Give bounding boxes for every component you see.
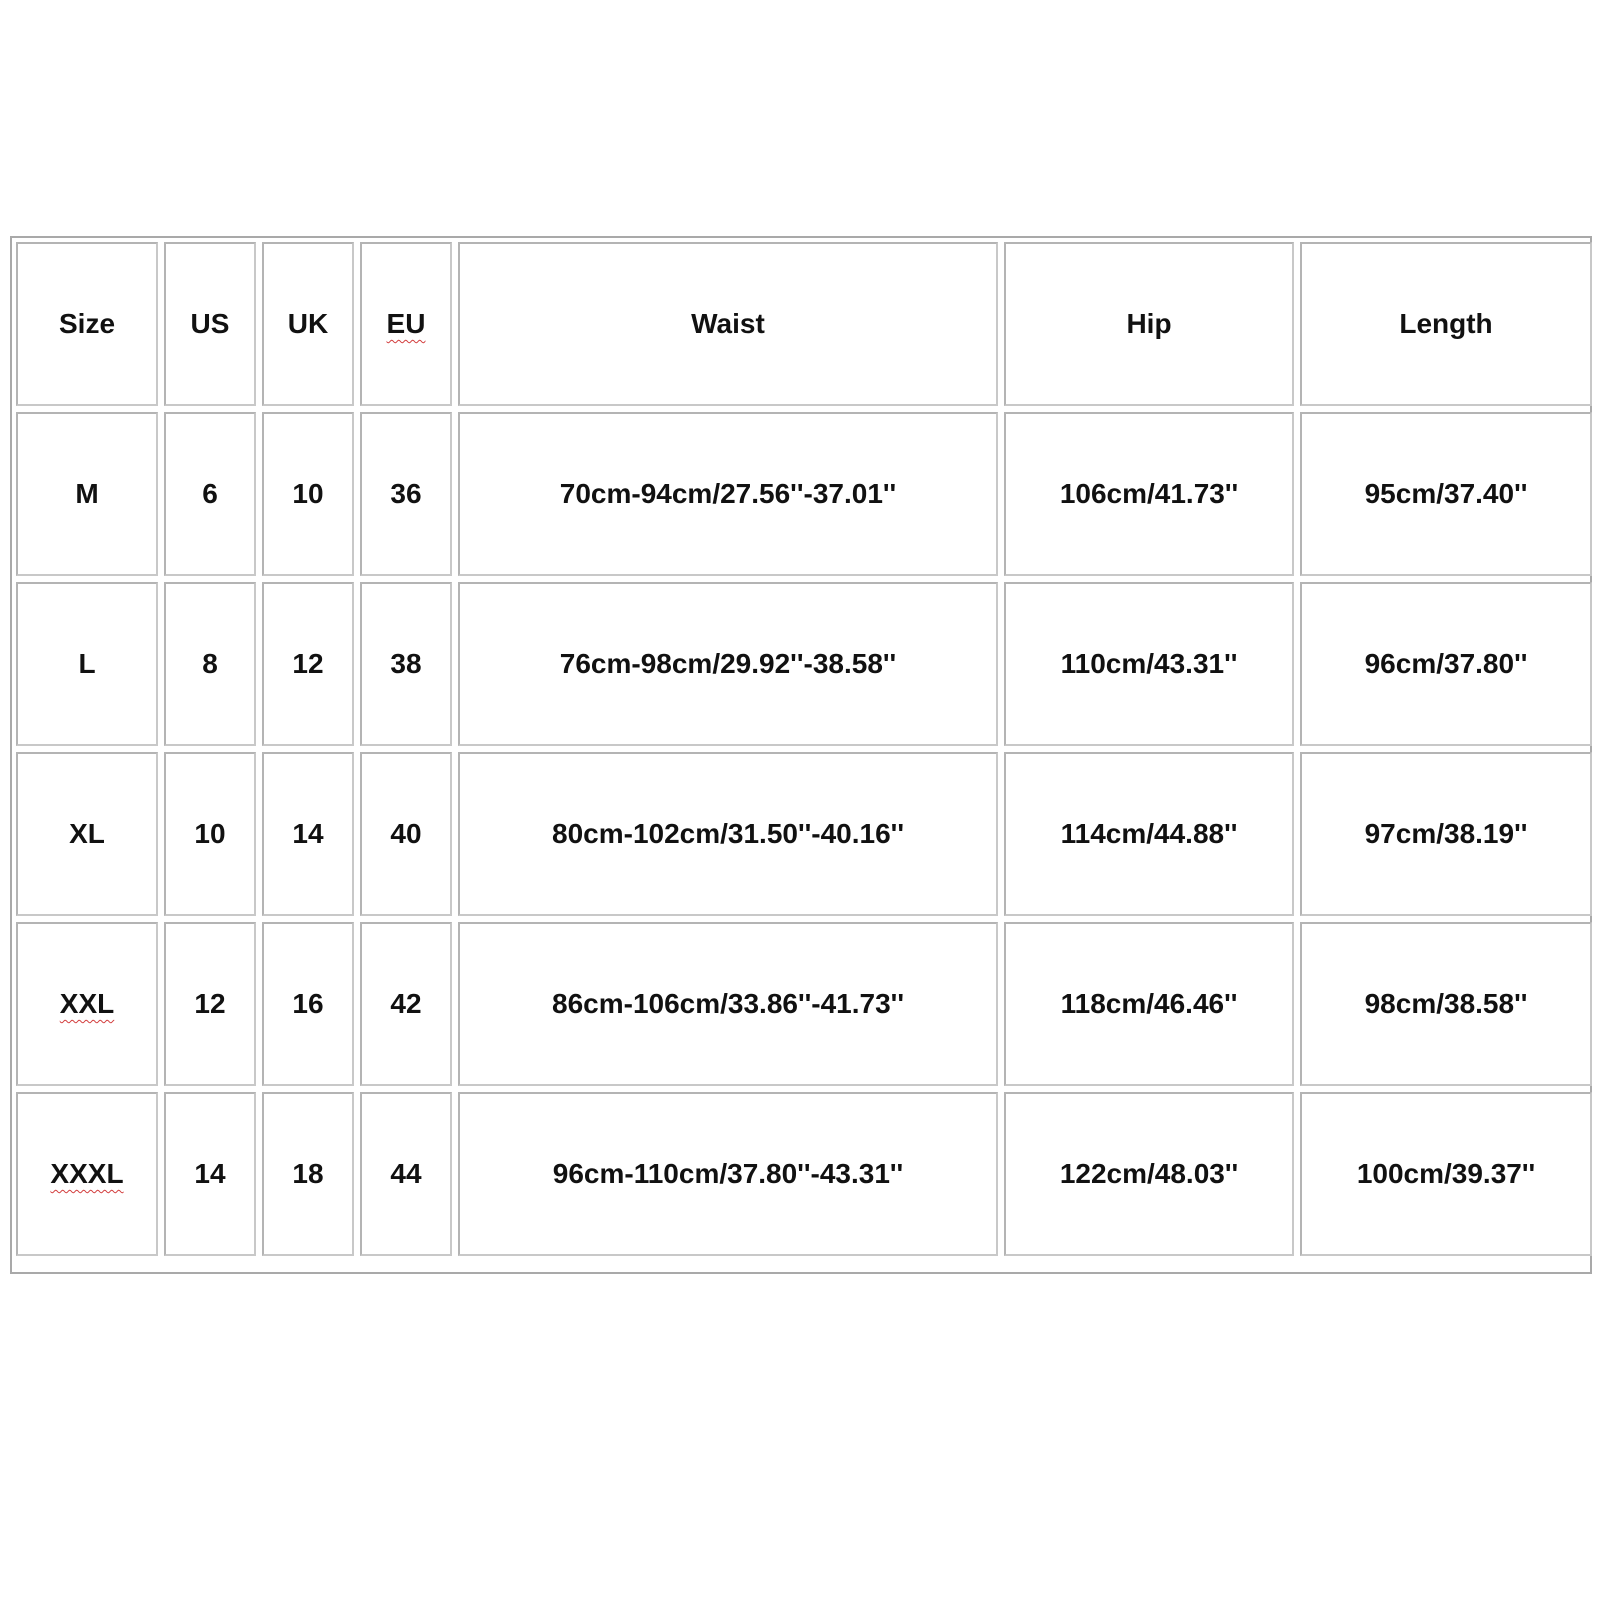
cell-length: 95cm/37.40'': [1300, 412, 1592, 576]
cell-eu: 44: [360, 1092, 452, 1256]
cell-uk: 18: [262, 1092, 354, 1256]
cell-eu: 42: [360, 922, 452, 1086]
cell-length: 98cm/38.58'': [1300, 922, 1592, 1086]
cell-us: 6: [164, 412, 256, 576]
cell-size: M: [16, 412, 158, 576]
cell-waist: 86cm-106cm/33.86''-41.73'': [458, 922, 998, 1086]
cell-waist: 80cm-102cm/31.50''-40.16'': [458, 752, 998, 916]
header-size: Size: [16, 242, 158, 406]
cell-length: 100cm/39.37'': [1300, 1092, 1592, 1256]
table-row: [16, 922, 1592, 1086]
header-us: US: [164, 242, 256, 406]
cell-us: 8: [164, 582, 256, 746]
cell-uk: 14: [262, 752, 354, 916]
cell-uk: 12: [262, 582, 354, 746]
cell-length: 96cm/37.80'': [1300, 582, 1592, 746]
cell-size: [16, 1092, 158, 1256]
cell-waist: 96cm-110cm/37.80''-43.31'': [458, 1092, 998, 1256]
cell-length: 97cm/38.19'': [1300, 752, 1592, 916]
header-eu-text: EU: [386, 308, 426, 339]
header-uk: UK: [262, 242, 354, 406]
cell-eu: 38: [360, 582, 452, 746]
cell-hip: 122cm/48.03'': [1004, 1092, 1294, 1256]
cell-us: 12: [164, 922, 256, 1086]
table-row: [16, 582, 1592, 746]
table-row: [16, 1092, 1592, 1256]
cell-size: XL: [16, 752, 158, 916]
cell-hip: 106cm/41.73'': [1004, 412, 1294, 576]
cell-size: L: [16, 582, 158, 746]
cell-us: 14: [164, 1092, 256, 1256]
size-chart: [10, 236, 1592, 1274]
cell-us: 10: [164, 752, 256, 916]
cell-hip: 118cm/46.46'': [1004, 922, 1294, 1086]
cell-size-text: XXXL: [50, 1158, 124, 1189]
header-length: Length: [1300, 242, 1592, 406]
header-eu: [360, 242, 452, 406]
cell-hip: 114cm/44.88'': [1004, 752, 1294, 916]
cell-eu: 40: [360, 752, 452, 916]
header-waist: Waist: [458, 242, 998, 406]
table-row: [16, 412, 1592, 576]
cell-size-text: XXL: [59, 988, 115, 1019]
cell-size: [16, 922, 158, 1086]
cell-waist: 76cm-98cm/29.92''-38.58'': [458, 582, 998, 746]
cell-uk: 10: [262, 412, 354, 576]
cell-uk: 16: [262, 922, 354, 1086]
table-row: [16, 752, 1592, 916]
header-row: [16, 242, 1592, 406]
cell-waist: 70cm-94cm/27.56''-37.01'': [458, 412, 998, 576]
cell-eu: 36: [360, 412, 452, 576]
size-table: [10, 236, 1598, 1262]
header-hip: Hip: [1004, 242, 1294, 406]
cell-hip: 110cm/43.31'': [1004, 582, 1294, 746]
